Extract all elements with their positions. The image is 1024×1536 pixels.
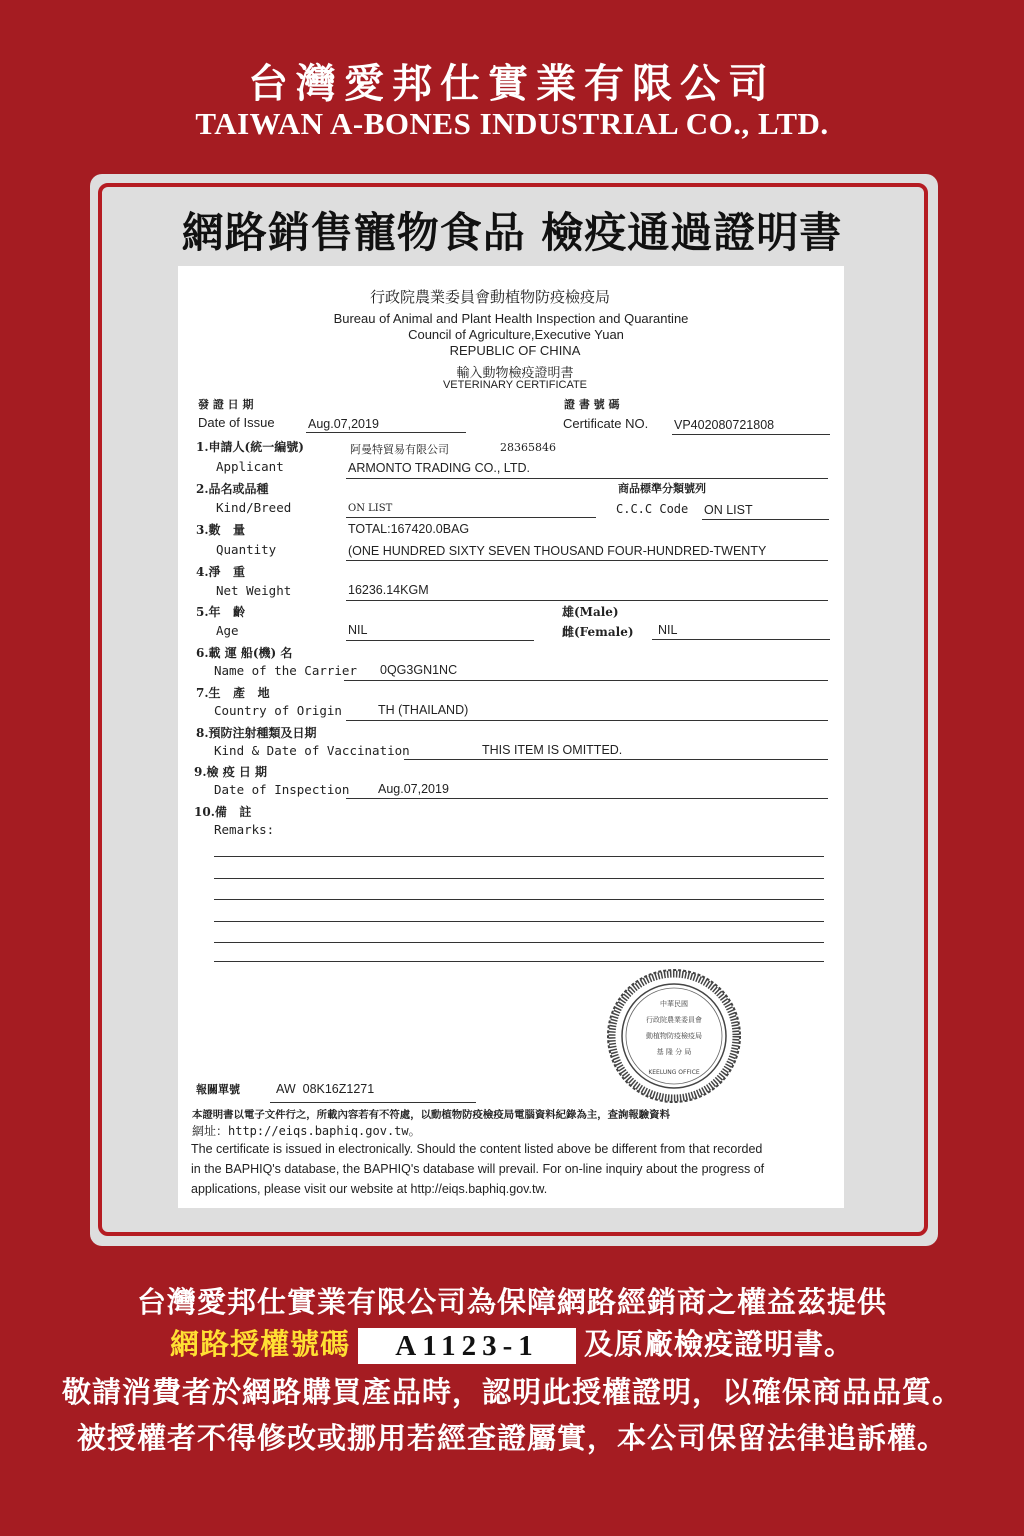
footer-line-4: 被授權者不得修改或挪用若經查證屬實，本公司保留法律追訴權。 bbox=[76, 1421, 947, 1455]
origin-value: TH (THAILAND) bbox=[378, 703, 469, 717]
origin-label-zh: 7.生 產 地 bbox=[196, 686, 270, 700]
remarks-line bbox=[214, 856, 824, 857]
male-label: 雄(Male) bbox=[562, 605, 619, 619]
inspection-underline bbox=[346, 798, 828, 799]
ccc-label: C.C.C Code bbox=[616, 502, 689, 516]
quantity-label-zh: 3.數 量 bbox=[196, 523, 246, 537]
carrier-label: Name of the Carrier bbox=[214, 663, 357, 678]
stamp-line-3: 動植物防疫檢疫局 bbox=[646, 1032, 702, 1040]
applicant-underline bbox=[346, 478, 828, 479]
inspection-value: Aug.07,2019 bbox=[378, 782, 449, 796]
vaccination-label-zh: 8.預防注射種類及日期 bbox=[196, 726, 317, 740]
customs-label-zh: 報關單號 bbox=[196, 1083, 240, 1096]
origin-underline bbox=[346, 720, 828, 721]
issue-date-label: Date of Issue bbox=[198, 415, 275, 430]
age-underline bbox=[346, 640, 534, 641]
vaccination-value: THIS ITEM IS OMITTED. bbox=[482, 743, 623, 757]
sex-value: NIL bbox=[658, 623, 678, 637]
notice-chinese-1: 本證明書以電子文件行之，所載內容若有不符處，以動植物防疫檢疫局電腦資料紀錄為主，查詢報驗資料 bbox=[192, 1109, 670, 1121]
auth-code-tail: 及原廠檢疫證明書。 bbox=[584, 1327, 855, 1361]
remarks-line bbox=[214, 942, 824, 943]
notice-english-3: applications, please visit our website at http://eiqs.baphiq.gov.tw. bbox=[191, 1182, 548, 1196]
agency-country: REPUBLIC OF CHINA bbox=[449, 343, 581, 358]
veterinary-certificate bbox=[178, 266, 844, 1208]
footer-line-3: 敬請消費者於網路購買產品時，認明此授權證明，以確保商品品質。 bbox=[61, 1375, 962, 1409]
remarks-line bbox=[214, 961, 824, 962]
ccc-underline bbox=[702, 519, 829, 520]
sex-underline bbox=[652, 639, 830, 640]
auth-code-label: 網路授權號碼 bbox=[169, 1327, 350, 1361]
stamp-line-2: 行政院農業委員會 bbox=[646, 1016, 702, 1024]
stamp-office: KEELUNG OFFICE bbox=[648, 1069, 700, 1076]
kind-underline bbox=[346, 517, 596, 518]
age-label: Age bbox=[216, 623, 239, 638]
net-weight-underline bbox=[346, 600, 828, 601]
vaccination-underline bbox=[404, 759, 828, 760]
carrier-value: 0QG3GN1NC bbox=[380, 663, 458, 677]
inspection-label-zh: 9.檢 疫 日 期 bbox=[194, 765, 268, 779]
issue-date-label-zh: 發 證 日 期 bbox=[198, 398, 254, 411]
cert-no-value: VP402080721808 bbox=[674, 418, 775, 432]
remarks-line bbox=[214, 899, 824, 900]
auth-code-value: A1123-1 bbox=[358, 1328, 576, 1364]
applicant-name-zh: 阿曼特貿易有限公司 bbox=[350, 443, 449, 456]
quantity-underline bbox=[346, 560, 828, 561]
carrier-underline bbox=[344, 680, 828, 681]
ccc-label-zh: 商品標準分類號列 bbox=[618, 482, 706, 495]
issue-date-underline bbox=[306, 432, 466, 433]
company-name-chinese: 台灣愛邦仕實業有限公司 bbox=[248, 60, 776, 107]
inspection-label: Date of Inspection bbox=[214, 782, 350, 797]
kind-value: ON LIST bbox=[348, 503, 393, 514]
net-weight-label-zh: 4.淨 重 bbox=[196, 565, 246, 579]
notice-english-1: The certificate is issued in electronically. Should the content listed above be different from that recorded bbox=[191, 1142, 763, 1156]
female-label: 雌(Female) bbox=[562, 625, 634, 639]
remarks-label: Remarks: bbox=[214, 822, 275, 837]
stamp-line-4: 基 隆 分 局 bbox=[656, 1048, 692, 1056]
quantity-label: Quantity bbox=[216, 542, 277, 557]
customs-value: AW 08K16Z1271 bbox=[276, 1082, 375, 1096]
origin-label: Country of Origin bbox=[214, 703, 342, 718]
applicant-value: ARMONTO TRADING CO., LTD. bbox=[348, 461, 530, 475]
official-seal-stamp bbox=[606, 968, 742, 1104]
quantity-words: (ONE HUNDRED SIXTY SEVEN THOUSAND FOUR-HUNDRED-TWENTY bbox=[348, 544, 767, 558]
agency-council: Council of Agriculture,Executive Yuan bbox=[408, 327, 624, 342]
kind-label-zh: 2.品名或品種 bbox=[196, 482, 269, 496]
remarks-line bbox=[214, 878, 824, 879]
remarks-line bbox=[214, 921, 824, 922]
net-weight-label: Net Weight bbox=[216, 583, 292, 598]
footer-line-2 bbox=[0, 1322, 1024, 1364]
notice-chinese-2: 網址：http://eiqs.baphiq.gov.tw。 bbox=[192, 1124, 421, 1138]
customs-underline bbox=[270, 1102, 476, 1103]
vaccination-label: Kind & Date of Vaccination bbox=[214, 743, 410, 758]
document-type-english: VETERINARY CERTIFICATE bbox=[442, 379, 588, 391]
applicant-label-zh: 1.申請人(統一編號) bbox=[196, 440, 304, 454]
age-value: NIL bbox=[348, 623, 368, 637]
ccc-value: ON LIST bbox=[704, 503, 753, 517]
quantity-value: TOTAL:167420.0BAG bbox=[348, 522, 470, 536]
certificate-title: 網路銷售寵物食品 檢疫通過證明書 bbox=[181, 208, 843, 257]
issue-date-value: Aug.07,2019 bbox=[308, 417, 379, 431]
company-name-english: TAIWAN A-BONES INDUSTRIAL CO., LTD. bbox=[195, 106, 829, 141]
footer-line-1: 台灣愛邦仕實業有限公司為保障網路經銷商之權益茲提供 bbox=[136, 1285, 887, 1319]
stamp-line-1: 中華民國 bbox=[660, 1000, 688, 1008]
notice-english-2: in the BAPHIQ's database, the BAPHIQ's database will prevail. For on-line inquiry about the progress of bbox=[191, 1162, 765, 1176]
agency-name-chinese: 行政院農業委員會動植物防疫檢疫局 bbox=[370, 288, 611, 306]
agency-name-english: Bureau of Animal and Plant Health Inspection and Quarantine bbox=[333, 311, 689, 326]
document-type-chinese: 輸入動物檢疫證明書 bbox=[456, 366, 574, 381]
net-weight-value: 16236.14KGM bbox=[348, 583, 429, 597]
remarks-label-zh: 10.備 註 bbox=[194, 805, 252, 819]
applicant-id: 28365846 bbox=[500, 441, 556, 454]
cert-no-underline bbox=[672, 434, 830, 435]
carrier-label-zh: 6.載 運 船(機) 名 bbox=[196, 646, 293, 660]
cert-no-label-zh: 證 書 號 碼 bbox=[564, 398, 620, 411]
age-label-zh: 5.年 齡 bbox=[196, 605, 246, 619]
cert-no-label: Certificate NO. bbox=[563, 416, 649, 431]
applicant-label: Applicant bbox=[216, 459, 284, 474]
kind-label: Kind/Breed bbox=[216, 500, 292, 515]
